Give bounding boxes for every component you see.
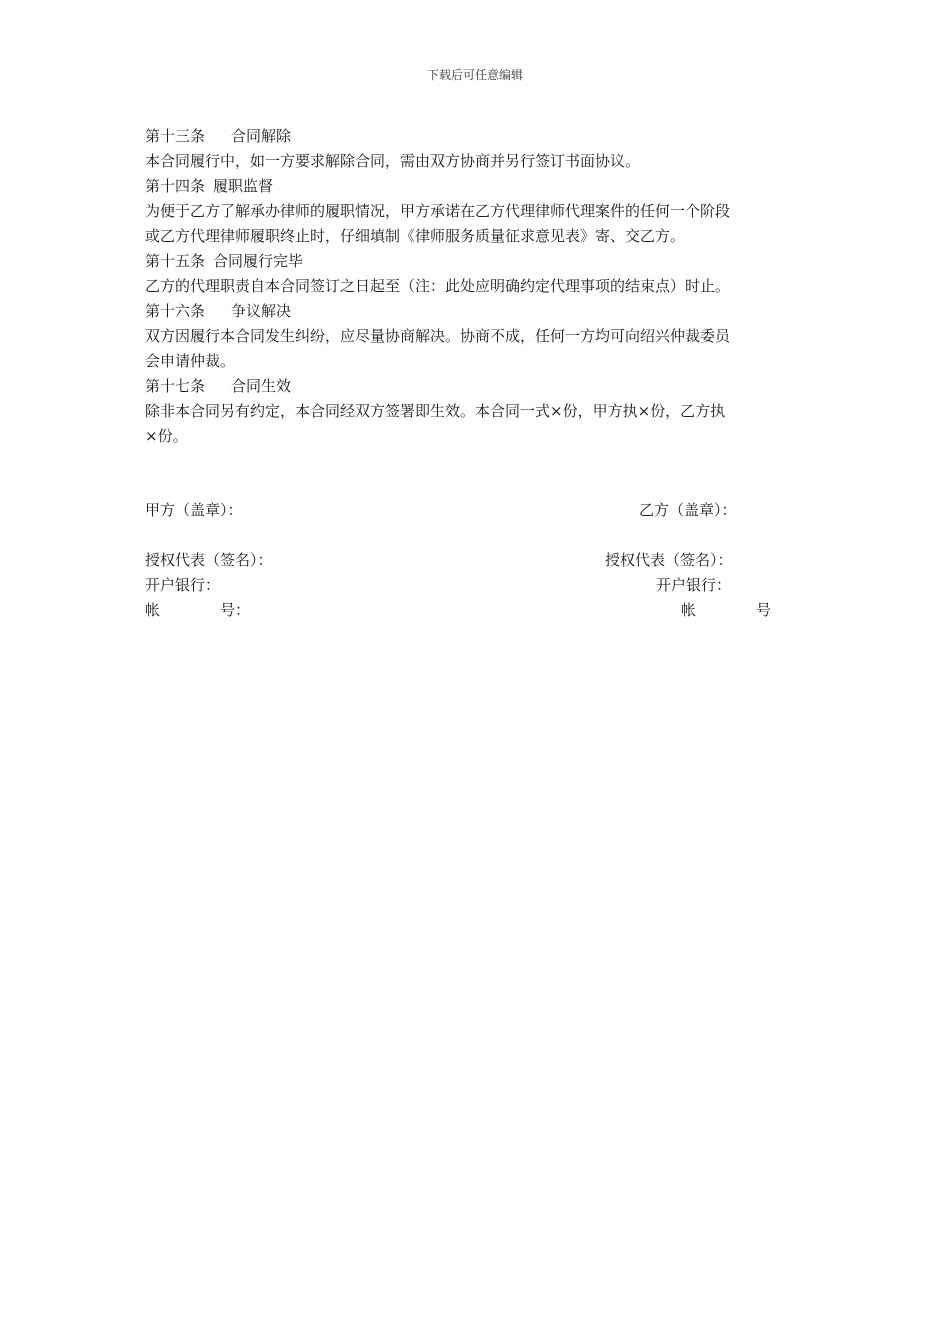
account-char-2: 号 bbox=[756, 601, 772, 619]
article-15-heading bbox=[145, 249, 805, 274]
article-title: 合同解除 bbox=[231, 127, 292, 145]
article-16-body-line: 会申请仲裁。 bbox=[145, 352, 236, 370]
article-14-body-line: 或乙方代理律师履职终止时，仔细填制《律师服务质量征求意见表》寄、交乙方。 bbox=[145, 227, 686, 245]
article-13-body-line: 本合同履行中，如一方要求解除合同，需由双方协商并另行签订书面协议。 bbox=[145, 152, 641, 170]
article-title: 履职监督 bbox=[213, 177, 274, 195]
article-17-heading bbox=[145, 374, 805, 399]
article-14-body-line: 为便于乙方了解承办律师的履职情况，甲方承诺在乙方代理律师代理案件的任何一个阶段 bbox=[145, 202, 731, 220]
article-17-body-line: ×份。 bbox=[145, 427, 188, 445]
article-number: 第十三条 bbox=[145, 127, 206, 145]
article-number: 第十六条 bbox=[145, 302, 206, 320]
article-title: 争议解决 bbox=[231, 302, 292, 320]
account-char-2: 号： bbox=[220, 601, 251, 619]
article-title: 合同履行完毕 bbox=[213, 252, 304, 270]
party-a-bank-label: 开户银行： bbox=[145, 576, 221, 594]
article-14-heading bbox=[145, 174, 805, 199]
article-15-body-line: 乙方的代理职责自本合同签订之日起至（注：此处应明确约定代理事项的结束点）时止。 bbox=[145, 277, 731, 295]
party-a-seal-label: 甲方（盖章）： bbox=[145, 501, 243, 519]
article-16-body-line: 双方因履行本合同发生纠纷，应尽量协商解决。协商不成，任何一方均可向绍兴仲裁委员 bbox=[145, 327, 731, 345]
party-b-bank-label: 开户银行： bbox=[656, 576, 732, 594]
party-a-account-label bbox=[145, 598, 250, 623]
article-number: 第十四条 bbox=[145, 177, 206, 195]
article-number: 第十七条 bbox=[145, 377, 206, 395]
article-16-heading bbox=[145, 299, 805, 324]
article-13-heading bbox=[145, 124, 805, 149]
account-char-1: 帐 bbox=[145, 601, 161, 619]
page-header-note: 下载后可任意编辑 bbox=[426, 68, 523, 82]
account-char-1: 帐 bbox=[681, 601, 697, 619]
article-number: 第十五条 bbox=[145, 252, 206, 270]
party-b-seal-label: 乙方（盖章）： bbox=[639, 501, 737, 519]
party-b-rep-label: 授权代表（签名）： bbox=[605, 551, 733, 569]
article-17-body-line: 除非本合同另有约定，本合同经双方签署即生效。本合同一式×份，甲方执×份，乙方执 bbox=[145, 402, 726, 420]
party-b-account-label bbox=[681, 598, 771, 623]
article-title: 合同生效 bbox=[231, 377, 292, 395]
party-a-rep-label: 授权代表（签名）： bbox=[145, 551, 273, 569]
contract-body bbox=[145, 124, 805, 449]
